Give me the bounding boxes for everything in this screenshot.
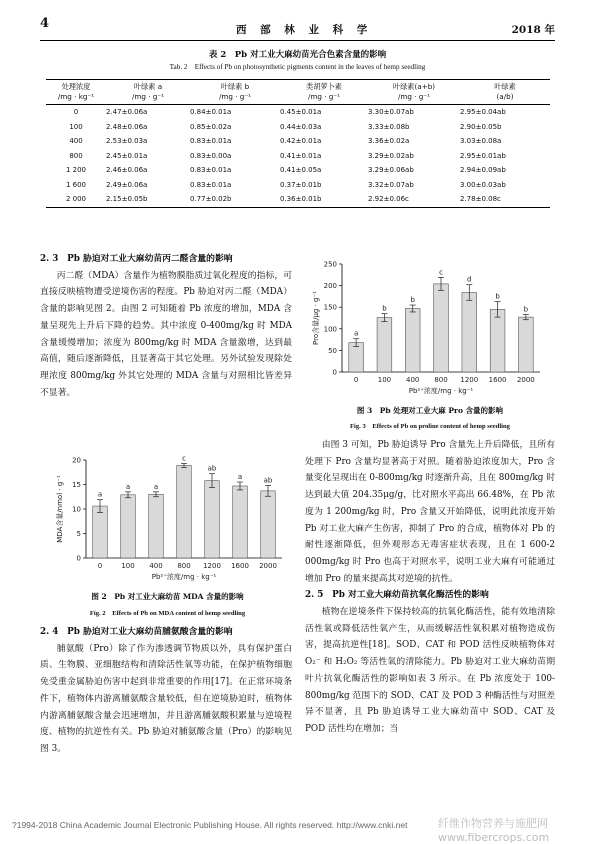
table-header-cell: 处理浓度 /mg · kg⁻¹ — [46, 80, 106, 105]
y-tick-label: 200 — [323, 282, 337, 291]
x-tick-label: 0 — [97, 562, 103, 570]
x-tick-label: 2000 — [516, 376, 535, 384]
watermark: 纤维作物营养与施肥网 www.fibercrops.com — [438, 817, 550, 844]
table-cell: 0.41±0.01a — [280, 151, 322, 160]
table-cell: 0.83±0.01a — [190, 166, 232, 175]
table-header-row — [46, 80, 550, 105]
bar — [121, 495, 136, 558]
table-cell: 400 — [69, 137, 83, 146]
y-axis-label: MDA含量/nmol · g⁻¹ — [56, 475, 64, 543]
y-tick-label: 150 — [323, 303, 337, 312]
table-cell: 3.30±0.07ab — [368, 108, 414, 117]
significance-label: b — [382, 304, 387, 313]
figure-3-caption-en: Fig. 3 Effects of Pb on proline content of hemp seedling — [350, 423, 510, 430]
table-cell: 2 000 — [46, 192, 106, 207]
table-cell: 3.32±0.07ab — [368, 180, 414, 189]
significance-label: b — [410, 296, 415, 305]
significance-label: ab — [207, 464, 217, 473]
table-cell: 0 — [73, 108, 79, 117]
bar — [261, 491, 276, 558]
y-tick-label: 250 — [323, 260, 337, 269]
table-cell: 1 200 — [65, 166, 87, 175]
table-row — [46, 120, 550, 135]
section-2-3 — [40, 251, 292, 401]
table-header-cell: 叶绿素 (a/b) — [460, 80, 550, 105]
pro-bar-chart — [308, 252, 548, 400]
bar — [93, 506, 108, 558]
table-cell: 0.36±0.01b — [280, 192, 368, 207]
section-heading: 2. 5 Pb 对工业大麻幼苗抗氧化酶活性的影响 — [305, 590, 489, 601]
table-cell: 2.90±0.05b — [460, 122, 502, 131]
table-cell: 2.92±0.06c — [368, 192, 460, 207]
table-cell: 3.33±0.08b — [368, 122, 410, 131]
bar — [205, 481, 220, 558]
table-cell: 3.00±0.03ab — [460, 180, 506, 189]
header-rule — [40, 40, 555, 41]
figure-3-caption-cn: 图 3 Pb 处理对工业大麻 Pro 含量的影响 — [356, 406, 504, 415]
x-tick-label: 1600 — [488, 376, 507, 384]
x-tick-label: 0 — [353, 376, 359, 384]
table-row — [46, 134, 550, 149]
body-paragraph: 由图 3 可知，Pb 胁迫诱导 Pro 含量先上升后降低，且所有处理下 Pro 含量均显著高于对照。随着胁迫浓度加大，Pro 含量变化呈现出在 0-800mg/kg 时逐渐升高，且在 800mg/kg 时达到最大值 204.35μg/g，比对照水平高出 66.48%，在 Pb 浓度为 1 200mg/kg 时，Pro 含量又开始降低，说明此浓度开始 Pb 对工业大麻产生伤害，抑制了 Pro 的合成，植物体对 Pb 的耐性逐渐降低，但外观形态无毒害症状表现，且在 1 600-2 000mg/kg 时 Pro 也高于对照水平，说明工业大麻有可能通过增加 Pro 的量来提高其对逆境的抗性。 — [305, 440, 555, 584]
x-axis-label: Pb²⁺浓度/mg · kg⁻¹ — [408, 387, 474, 395]
section-heading: 2. 4 Pb 胁迫对工业大麻幼苗脯氨酸含量的影响 — [40, 627, 233, 637]
table-cell: 2.78±0.08c — [460, 192, 550, 207]
x-tick-label: 100 — [121, 562, 135, 570]
y-tick-label: 5 — [76, 530, 81, 538]
table-cell: 2.45±0.01a — [106, 151, 148, 160]
significance-label: a — [153, 482, 159, 491]
x-tick-label: 800 — [177, 562, 191, 570]
x-tick-label: 1600 — [231, 562, 249, 570]
pigments-table — [46, 79, 550, 208]
table-cell: 0.45±0.01a — [280, 108, 322, 117]
table-cell: 100 — [69, 122, 83, 131]
journal-year: 2018 年 — [511, 24, 555, 36]
significance-label: b — [523, 305, 529, 314]
bar — [519, 317, 534, 372]
table-cell: 0.84±0.01a — [190, 108, 232, 117]
table-cell: 3.03±0.08a — [460, 137, 502, 146]
bar — [177, 465, 192, 558]
table-header-cell: 类胡萝卜素 /mg · g⁻¹ — [280, 80, 368, 105]
x-tick-label: 1200 — [460, 376, 479, 384]
table-row — [46, 163, 550, 178]
significance-label: a — [353, 329, 359, 338]
x-tick-label: 400 — [406, 376, 420, 384]
table-row — [46, 192, 550, 207]
significance-label: ab — [263, 476, 273, 485]
body-paragraph: 植物在逆境条件下保持较高的抗氧化酶活性，能有效地清除活性氧或降低活性氧产生，从而缓解活性氧积累对植物造成伤害，提高抗逆性[18]。SOD、CAT 和 POD 活性反映植物体对 O₂⁻ 和 H₂O₂ 等活性氧的清除能力。Pb 胁迫对工业大麻幼苗期叶片抗氧化酶活性的影响如表 3 所示。在 Pb 浓度处于 100-800mg/kg 范围下的 SOD、CAT 及 POD 3 种酶活性与对照差异不显著，且 Pb 胁迫诱导工业大麻幼苗中 SOD、CAT 及 POD 活性均在增加；当 — [305, 607, 555, 734]
table-title-cn: 表 2 Pb 对工业大麻幼苗光合色素含量的影响 — [208, 50, 387, 60]
table-cell: 1 600 — [65, 180, 87, 189]
page-number: 4 — [40, 16, 50, 31]
figure-2-caption-en: Fig. 2 Effects of Pb on MDA content of hemp seedling — [89, 610, 246, 617]
bar — [490, 309, 505, 372]
table-cell: 2.48±0.06a — [106, 122, 148, 131]
table-cell: 0.77±0.02b — [190, 192, 280, 207]
bar — [377, 318, 392, 372]
y-tick-label: 0 — [76, 554, 81, 563]
body-paragraph: 丙二醛（MDA）含量作为植物膜脂质过氧化程度的指标，可直接反映植物遭受逆境伤害的程度。Pb 胁迫对丙二醛（MDA）含量的影响见图 2。由图 2 可知随着 Pb 浓度的增加，MDA 含量呈现先上升后下降的趋势。其中浓度 0-400mg/kg 时 MDA 含量缓慢增加；浓度为 800mg/kg 时 MDA 含量激增，达到最高值，随后逐渐降低，且显著高于其它处理。另外试验发现除处理浓度 800mg/kg 外其它处理的 MDA 含量与对照相比皆差异不显著。 — [40, 270, 292, 398]
bar — [149, 494, 164, 558]
significance-label: a — [125, 482, 131, 491]
table-cell: 3.29±0.02ab — [368, 151, 414, 160]
y-tick-label: 0 — [332, 368, 337, 377]
journal-name: 西 部 林 业 科 学 — [236, 24, 373, 36]
table-title-en: Tab. 2 Effects of Pb on photosynthetic pigments content in the leaves of hemp seedling — [169, 63, 426, 71]
body-paragraph: 脯氨酸（Pro）除了作为渗透调节物质以外，具有保护蛋白质、生物膜、亚细胞结构和清除活性氧等功能，在保护植物细胞免受重金属胁迫伤害中起到非常重要的作用[17]。在正常环境条件下，植物体内游离脯氨酸含量较低，但在逆境胁迫时，植物体内游离脯氨酸含量会迅速增加，并且游离脯氨酸积累量与逆境程度、植物的抗逆性有关。Pb 胁迫对脯氨酸含量（Pro）的影响见图 3。 — [40, 643, 292, 754]
y-tick-label: 20 — [72, 456, 81, 465]
y-tick-label: 15 — [72, 481, 81, 489]
bar — [233, 486, 248, 558]
table-cell: 0.37±0.01b — [280, 180, 322, 189]
bar — [462, 293, 477, 372]
significance-label: a — [97, 490, 103, 499]
table-cell: 0.83±0.01a — [190, 180, 232, 189]
table-cell: 3.29±0.06ab — [368, 166, 414, 175]
table-row — [46, 149, 550, 164]
table-cell: 2.95±0.01ab — [460, 151, 506, 160]
table-cell: 2.49±0.06a — [106, 180, 148, 189]
table-cell: 3.36±0.02a — [368, 137, 410, 146]
table-cell: 0.83±0.01a — [190, 137, 232, 146]
section-2-4 — [40, 624, 292, 758]
x-tick-label: 400 — [149, 562, 163, 570]
significance-label: b — [495, 292, 500, 301]
right-column-text — [305, 437, 555, 738]
table-cell: 2.95±0.04ab — [460, 108, 506, 117]
table-cell: 2.46±0.06a — [106, 166, 148, 175]
x-tick-label: 2000 — [259, 562, 277, 570]
table-header-cell: 叶绿素 a /mg · g⁻¹ — [106, 80, 190, 105]
significance-label: a — [237, 473, 243, 482]
significance-label: c — [439, 268, 443, 277]
bar — [349, 343, 364, 372]
table-cell: 2.15±0.05b — [106, 192, 190, 207]
x-tick-label: 800 — [434, 376, 448, 384]
table-row — [46, 178, 550, 193]
table-cell: 0.83±0.00a — [190, 151, 232, 160]
table-cell: 800 — [69, 151, 83, 160]
table-cell: 0.44±0.03a — [280, 122, 322, 131]
bar — [434, 284, 449, 372]
mda-bar-chart — [52, 452, 290, 587]
table-cell: 2.53±0.03a — [106, 137, 148, 146]
y-tick-label: 100 — [323, 325, 337, 334]
table-cell: 0.41±0.05a — [280, 166, 322, 175]
y-tick-label: 50 — [328, 346, 337, 355]
figure-2-caption-cn: 图 2 Pb 对工业大麻幼苗 MDA 含量的影响 — [91, 592, 244, 601]
significance-label: d — [467, 275, 472, 284]
significance-label: c — [182, 454, 186, 463]
table-cell: 2.94±0.09ab — [460, 166, 506, 175]
copyright-footer: ?1994-2018 China Academic Journal Electronic Publishing House. All rights reserved. http://www.cnki.net — [12, 820, 408, 830]
x-tick-label: 100 — [377, 376, 392, 384]
x-axis-label: Pb²⁺浓度/mg · kg⁻¹ — [151, 573, 217, 581]
section-heading: 2. 3 Pb 胁迫对工业大麻幼苗丙二醛含量的影响 — [40, 254, 233, 264]
table-cell: 0.85±0.02a — [190, 122, 232, 131]
y-axis-label: Pro含量/μg · g⁻¹ — [312, 291, 320, 345]
bar — [405, 308, 420, 372]
table-header-cell: 叶绿素 b /mg · g⁻¹ — [190, 80, 280, 105]
table-cell: 0.42±0.01a — [280, 137, 322, 146]
table-cell: 2.47±0.06a — [106, 108, 148, 117]
y-tick-label: 10 — [72, 505, 81, 514]
x-tick-label: 1200 — [203, 562, 221, 570]
table-header-cell: 叶绿素(a+b) /mg · g⁻¹ — [368, 80, 460, 105]
table-row — [46, 105, 550, 120]
